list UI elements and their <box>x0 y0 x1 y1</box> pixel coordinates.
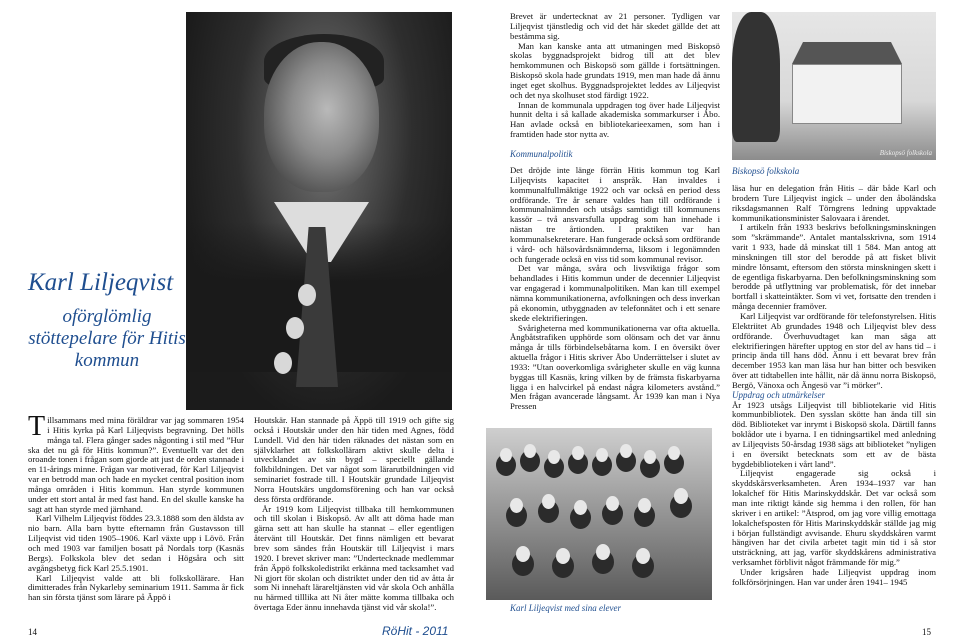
paragraph: Man kan kanske anta att utmaningen med Biskopsö skolas byggnadsprojekt bidrog till att det blev hemkommunen och Biskopsö som gällde i fortsättningen. Biskopsö skola hade grundats 1919, men man hade då ännu inget eget skolhus. Byggnadsprojektet leddes av Liljeqvist och det nya skolhuset stod färdigt 1922. <box>510 40 720 100</box>
page-number-right: 15 <box>922 627 931 637</box>
portrait-photo <box>186 12 452 410</box>
page-number-left: 14 <box>28 627 37 637</box>
paragraph: Brevet är undertecknat av 21 personer. Tydligen var Liljeqvist tjänstledig och vid det här skedet gällde det att bestämma sig. <box>510 11 720 41</box>
class-photo-caption: Karl Liljeqvist med sina elever <box>510 603 621 613</box>
photo-signature: Biskopsö folkskola <box>879 149 932 157</box>
article-title: Karl Liljeqvist <box>28 269 174 296</box>
photo-person <box>548 450 560 464</box>
paragraph: Det var många, svåra och livsviktiga frågor som behandlades i Hitis kommun under de decennier Liljeqvist var engagerad i kommunalpolitiken. Man kan till exempel nämna kommunikationerna, avfolkningen och dess inverkan på ekonomin, utbyggnaden av telefonnätet och i ett senare skede elektrifieringen. <box>510 263 720 323</box>
photo-person <box>524 444 536 458</box>
paragraph: Karl Liljeqvist valde att bli folkskollärare. Han dimitterades från Nykarleby seminarium 1911. Samma år fick han sin första tjänst som lärare på Äppö i <box>28 572 244 603</box>
paragraph: Karl Vilhelm Liljeqvist föddes 23.3.1888 som den äldsta av nio barn. Alla barn bytte efternamn från Gustavsson till Liljeqvist vid tiden 1905–1906. Karl växte upp i Lövö. Från och med 1903 var familjen bosatt på Nordals torp (Kasnäs Bergs). Folkskola blev det sedan i Högsåra och sitt avgångsbetyg fick Karl 25.5.1901. <box>28 513 244 573</box>
paragraph: Innan de kommunala uppdragen tog över hade Liljeqvist hunnit delta i så kallade akademiska sommarkurser i Åbo. Han avlade också en bibliotekarieexamen, som han i framtiden hade stor nytta av. <box>510 99 720 140</box>
right-column-right <box>732 184 936 588</box>
section-heading-uppdrag: Uppdrag och utmärkelser <box>732 389 825 400</box>
paragraph: Under krigsåren hade Liljeqvist uppdrag inom folkförsörjningen. Han var under åren 1941– 1945 <box>732 566 936 587</box>
paragraph-text: illsammans med mina föräldrar var jag sommaren 1954 i Hitis kyrka på Karl Liljeqvists begravning. Det hölls många tal. Flera gånger sades någonting i stil med ”Hur ska det nu gå för Hitis kommun?”. Eventuellt var det den oroande tonen i frågan som gjorde att just de orden stannade i en 11-årings minne. Frågan var motiverad, för Karl Liljeqvist var en betrodd man och hade en mycket central position inom många områden i Hitis kommun. Han styrde kommunen under ett stort antal år med fast hand. En del skulle kanske ha sagt att han styrde med järnhand. <box>28 415 244 514</box>
photo-person <box>510 498 523 513</box>
left-column-1 <box>28 411 244 603</box>
photo-tree <box>732 12 780 142</box>
class-photo <box>486 428 712 600</box>
tie-pattern-dot <box>298 284 316 306</box>
paragraph: Liljeqvist engagerade sig också i skyddskårsverksamheten. Åren 1934–1937 var han lokalchef för Hitis Marinskyddskår. Det var också som man inte riktigt kände sig hemma i den rollen, för han skriver i en artikel: ”Åtsprod, om jag vore villig emottaga lokalchefsposten för Hitis Marinskyddskår ställde jag mig i början fullständigt avvisande. Ehuru skyddskåren varmt hängiven har det civila arbetet tagit min tid i så stor utsträckning, att jag, varför skyddskårens administrativa verksamhet förblivit något främmande för mig.” <box>732 468 936 568</box>
photo-person <box>636 548 650 564</box>
paragraph: Svårigheterna med kommunikationerna var ofta aktuella. Ångbåtstrafiken upphörde som olönsam och det var ännu många år tills förbindelsebåtarna kom. I en översikt över aktuella frågor i Hitis skriver Åbo Underrättelser i slutet av 1933: ”Utan ooverkomliga svårigheter skulle en väg kunna byggas till Kasnäs, kring vilken by de främsta fiskarbyarna ligga i en halvcirkel på endast några kilometers avstånd.” Men frågan avancerade långsamt. År 1939 kan man i Nya Pressen <box>510 322 720 412</box>
photo-person <box>572 446 584 460</box>
photo-person <box>606 496 619 511</box>
photo-person <box>556 548 570 564</box>
photo-person <box>542 494 555 509</box>
paragraph: År 1919 kom Liljeqvist tillbaka till hemkommunen och till skolan i Biskopsö. Av allt att döma hade man gärna sett att han skulle ha stannat – eller egentligen återvänt till Houtskär. Det finns nämligen ett bevarat brev som sändes från Houtskär till Liljeqvist i mars 1920. I brevet skriver man: ”Undertecknade medlemmar från Äppö folkskoledistrikt erkänna med tacksamhet vad Ni gjort för skolan och distriktet under den tid av åtta år som Ni innehaft lärareltjänsten vid vår skola Och anhålla nu härmed tilllika att Ni åter mätte komma tillbaka och övertaga Eder ännu innehavda tjänst vid vår skola!”. <box>254 503 454 613</box>
paragraph: I artikeln från 1933 beskrivs befolkningsminskningen som ”skrämmande”. Antalet mantalsskrivna, som 1914 varit 1 933, hade då minskat till 1 584. Man antog att minskningen till stor del berodde på att fisket blivit mindre lönsamt, eftersom den största minskningen skett i de egentliga fiskarbyarna. Den befolkningsminskning som berodde på utflyttning var problematisk, för det innebar bortfall i skatteintäkter. Som vi vet, fortsatte den trenden i många decennier framöver. <box>732 222 936 312</box>
photo-person <box>596 448 608 462</box>
photo-building <box>792 64 902 124</box>
article-subtitle: oförglömlig stöttepelare för Hitis kommun <box>28 306 186 371</box>
photo-person <box>516 546 530 562</box>
paragraph: Houtskär. Han stannade på Äppö till 1919 och gifte sig också i Houtskär under den här tiden med Agnes, född Lundell. Vid den här tiden räknades det nästan som en självklarhet att folkskollärarn aktivt skulle delta i utvecklandet av sin bygd – speciellt gällande folkbildningen. Det var något som lärarutbildningen vid seminariet fostrade till. I Houtskär grundade Liljeqvist Norra Houtskärs ungdomsförening och han var också dess första ordförande. <box>254 415 454 504</box>
tie-pattern-dot <box>286 317 304 339</box>
paragraph-intro <box>28 411 244 514</box>
portrait-face <box>264 42 379 192</box>
school-photo <box>732 12 936 160</box>
footer-publication: RöHit - 2011 <box>382 624 449 638</box>
right-column-mid <box>510 166 720 412</box>
photo-person <box>638 498 651 513</box>
drop-cap: T <box>28 411 46 442</box>
paragraph: År 1923 utsågs Liljeqvist till bibliotekarie vid Hitis kommunbibliotek. Den sysslan skötte han ända till sin död. Biblioteket var inrymt i Biskopsö skola. Därtill fanns boklådor ute i byarna. I en tidningsartikel med anledning av Liljeqvists 50-årsdag 1938 sägs att biblioteket ”nyligen i en översikt betecknats som ett av de bästa bygdebiblioteken i vårt land”. <box>732 399 936 469</box>
paragraph: Det dröjde inte länge förrän Hitis kommun tog Karl Liljeqvists kapacitet i anspråk. Han invaldes i kommunalfullmäktige 1922 och var också en period dess ordförande. Tre år senare valdes han till ordförande i kommunalnämnden och utsågs samtidigt till kommunens kassör – två ansvarsfulla uppdrag som han innehade i nästan tre årtionden. I praktiken var han kommunalsekreterare. Han fungerade också som ordförande i vård- och hälsovårdsnämnderna, liksom i legonämnden och fungerade också en viss tid som kommunal revisor. <box>510 165 720 264</box>
section-heading-kommunalpolitik: Kommunalpolitik <box>510 149 573 159</box>
paragraph: Karl Liljeqvist var ordförande för telefonstyrelsen. Hitis Elektriitet Ab grundades 1948 och Liljeqvist blev dess ordförande. Överhuvudtaget kan man säga att elektrifieringen härefter upptog en stor del av hans tid – i princip ända till hans död. Ännu i ett bevarat brev från december 1953 kan man läsa hur han bitter och besviken över att tidtabellen inte hållit, när då ännu norra Biskopsö, Bergö, Vänoxa och Ängesö var ”i mörker”. <box>732 310 936 390</box>
photo-person <box>668 446 680 460</box>
photo-person <box>500 448 512 462</box>
paragraph: läsa hur en delegation från Hitis – där både Karl och brodern Ture Liljeqvist ingick – under den åboländska riksdagsmannen Ralf Törngrens ledning uppvaktade kommunikationsminister Salovaara i ärendet. <box>732 183 936 223</box>
left-column-2 <box>254 416 454 613</box>
tie-pattern-dot <box>274 352 292 374</box>
photo-person <box>644 450 656 464</box>
right-column-top <box>510 12 720 140</box>
school-photo-caption: Biskopsö folkskola <box>732 166 800 176</box>
photo-roof <box>792 42 902 64</box>
photo-person <box>620 444 632 458</box>
photo-person <box>596 544 610 560</box>
photo-person <box>574 500 587 515</box>
photo-person <box>674 488 688 504</box>
